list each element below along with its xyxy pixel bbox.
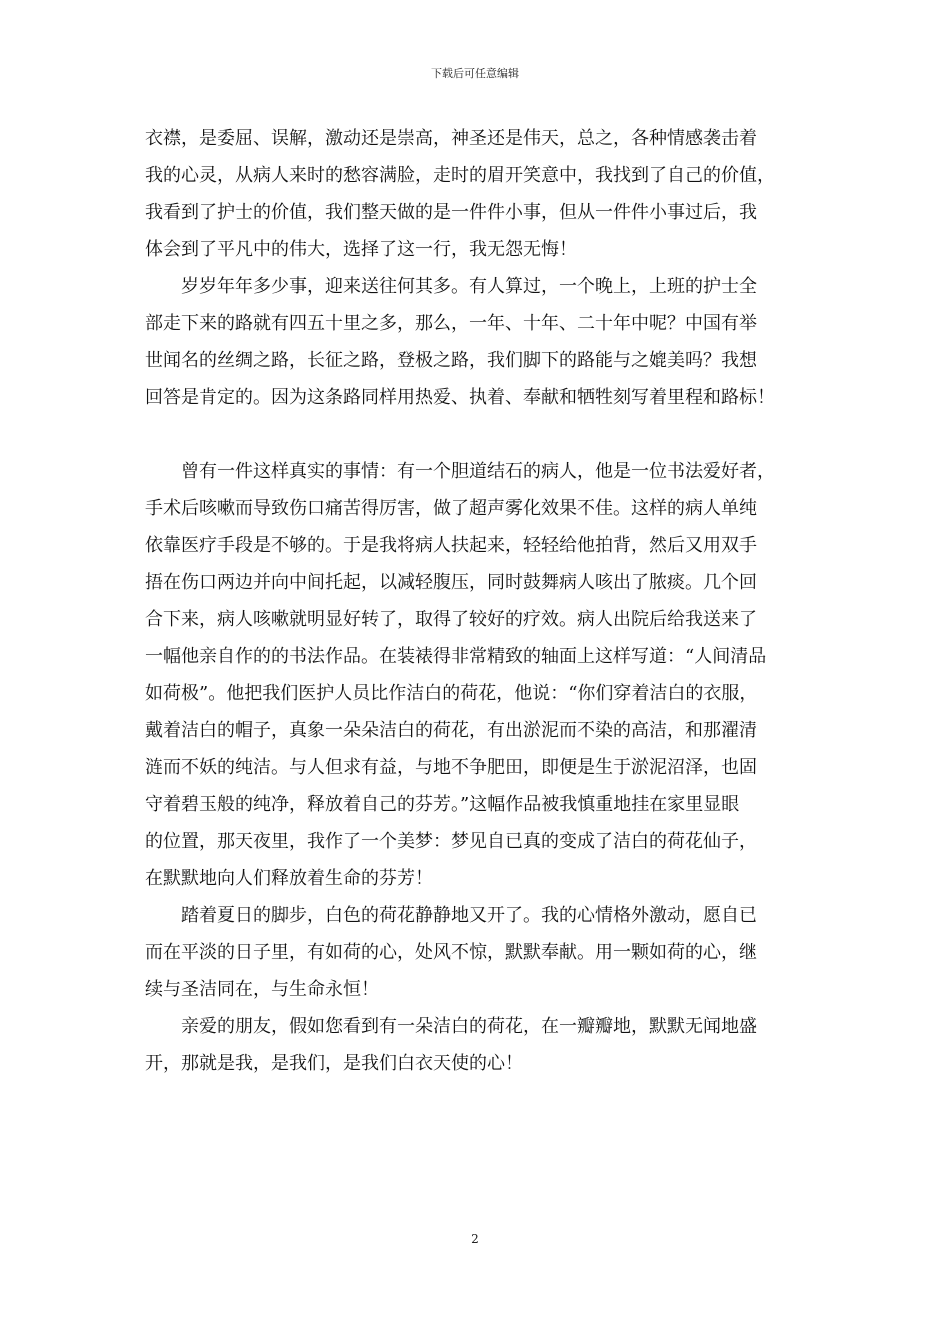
- body-line: 回答是肯定的。因为这条路同样用热爱、执着、奉献和牺牲刻写着里程和路标！: [145, 387, 775, 408]
- body-line: 我的心灵，从病人来时的愁容满脸，走时的眉开笑意中，我找到了自己的价值，: [145, 165, 775, 186]
- body-line: 捂在伤口两边并向中间托起，以减轻腹压，同时鼓舞病人咳出了脓痰。几个回: [145, 572, 757, 593]
- body-line: 依靠医疗手段是不够的。于是我将病人扶起来，轻轻给他拍背，然后又用双手: [145, 535, 757, 556]
- body-line: 合下来，病人咳嗽就明显好转了，取得了较好的疗效。病人出院后给我送来了: [145, 609, 757, 630]
- body-line: 如荷极”。他把我们医护人员比作洁白的荷花，他说：“你们穿着洁白的衣服，: [145, 683, 758, 704]
- page-header: 下载后可任意编辑: [431, 67, 519, 80]
- body-line: 一幅他亲自作的的书法作品。在装裱得非常精致的轴面上这样写道：“人间清品: [145, 646, 767, 667]
- page-number: 2: [471, 1232, 479, 1246]
- paragraph-first-line: 曾有一件这样真实的事情：有一个胆道结石的病人，他是一位书法爱好者，: [181, 461, 775, 482]
- body-line: 手术后咳嗽而导致伤口痛苦得厉害，做了超声雾化效果不佳。这样的病人单纯: [145, 498, 757, 519]
- paragraph-first-line: 踏着夏日的脚步，白色的荷花静静地又开了。我的心情格外激动，愿自已: [181, 905, 757, 926]
- body-line: 在默默地向人们释放着生命的芬芳！: [145, 868, 433, 889]
- body-line: 体会到了平凡中的伟大，选择了这一行，我无怨无悔！: [145, 239, 577, 260]
- body-line: 衣襟，是委屈、误解，激动还是崇高，神圣还是伟天，总之，各种情感袭击着: [145, 128, 757, 149]
- body-line: 的位置，那天夜里，我作了一个美梦：梦见自已真的变成了洁白的荷花仙子，: [145, 831, 757, 852]
- body-line: 而在平淡的日子里，有如荷的心，处风不惊，默默奉献。用一颗如荷的心，继: [145, 942, 757, 963]
- document-body: [145, 120, 817, 1082]
- body-line: 我看到了护士的价值，我们整天做的是一件件小事，但从一件件小事过后，我: [145, 202, 757, 223]
- body-line: 世闻名的丝绸之路，长征之路，登极之路，我们脚下的路能与之媲美吗？我想: [145, 350, 757, 371]
- body-line: 续与圣洁同在，与生命永恒！: [145, 979, 379, 1000]
- body-line: 开，那就是我，是我们，是我们白衣天使的心！: [145, 1053, 523, 1074]
- body-line: 涟而不妖的纯洁。与人但求有益，与地不争肥田，即便是生于淤泥沼泽，也固: [145, 757, 757, 778]
- paragraph-first-line: 亲爱的朋友，假如您看到有一朵洁白的荷花，在一瓣瓣地，默默无闻地盛: [181, 1016, 757, 1037]
- paragraph-first-line: 岁岁年年多少事，迎来送往何其多。有人算过，一个晚上，上班的护士全: [181, 276, 757, 297]
- blank-line: [145, 416, 817, 453]
- body-line: 部走下来的路就有四五十里之多，那么，一年、十年、二十年中呢？中国有举: [145, 313, 757, 334]
- body-line: 戴着洁白的帽子，真象一朵朵洁白的荷花，有出淤泥而不染的高洁，和那濯清: [145, 720, 757, 741]
- body-line: 守着碧玉般的纯净，释放着自己的芬芳。”这幅作品被我慎重地挂在家里显眼: [145, 794, 740, 815]
